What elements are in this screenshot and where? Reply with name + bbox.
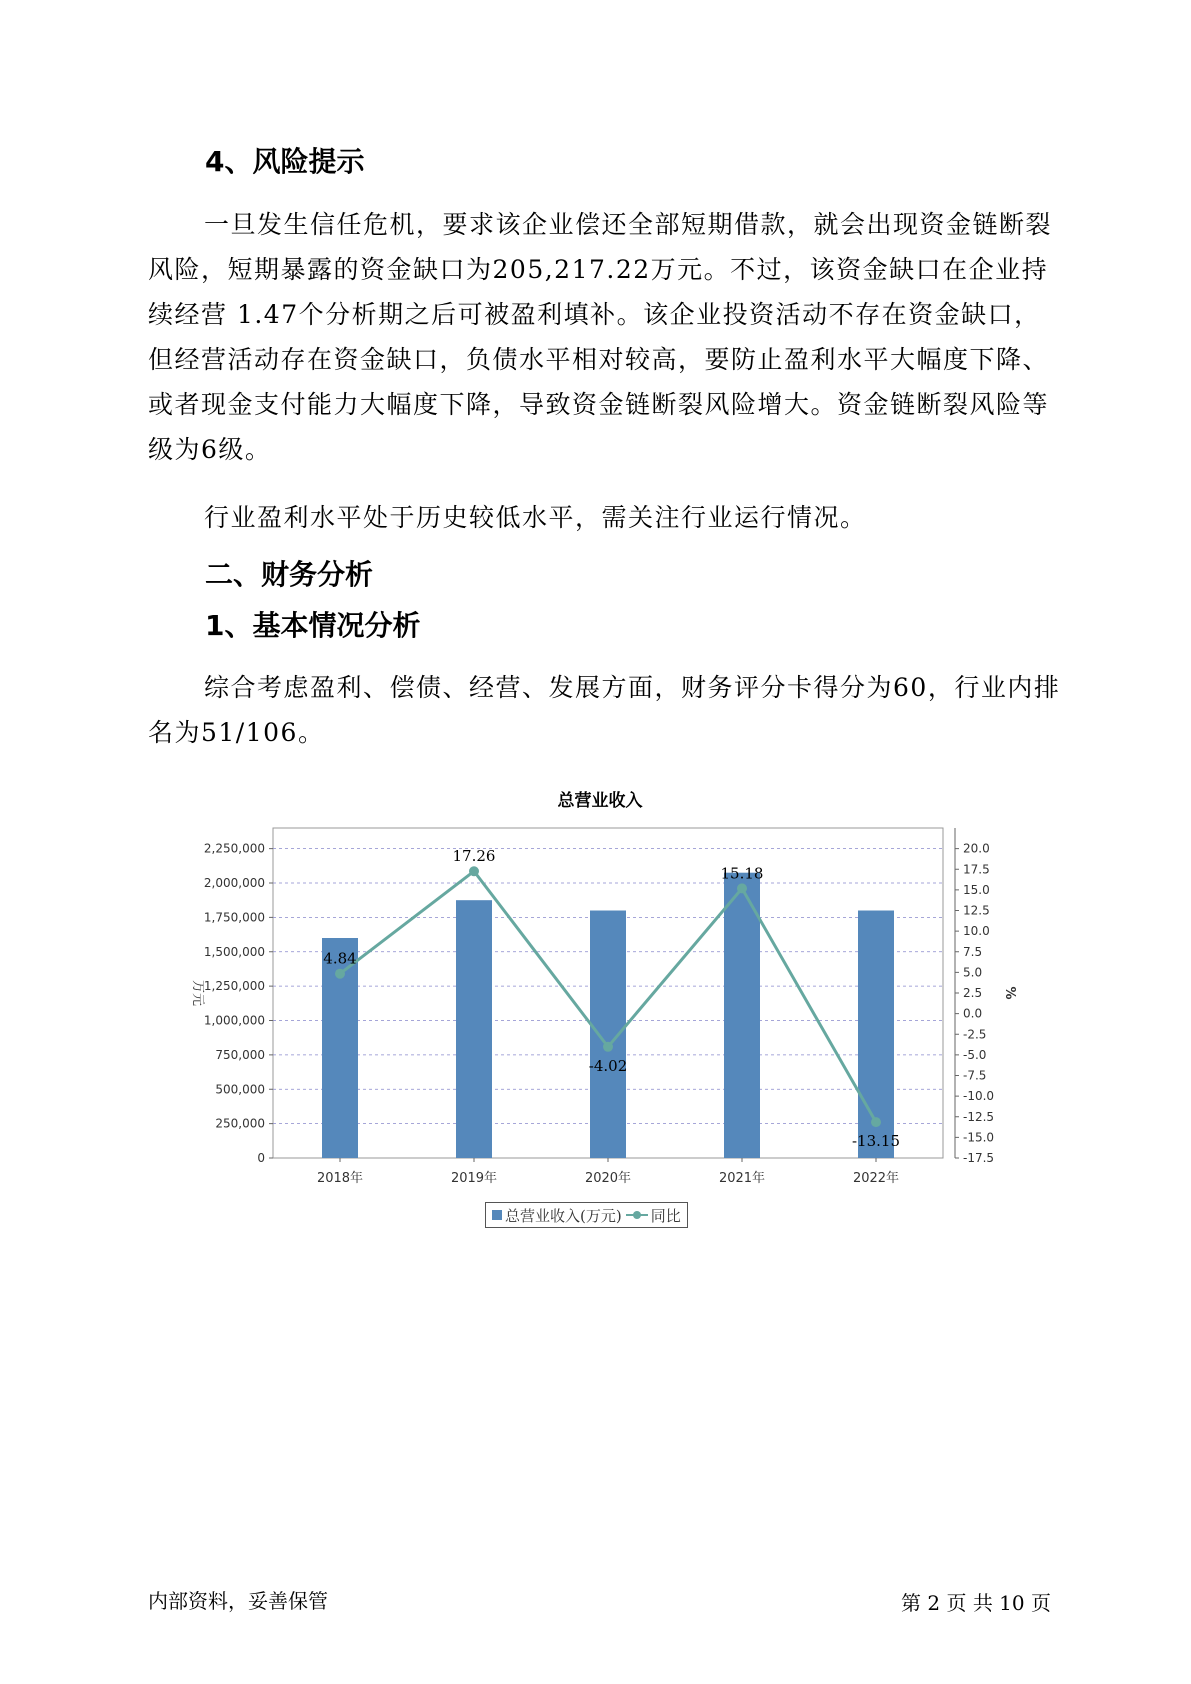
yoy-point [603,1042,613,1052]
x-tick-label: 2020年 [584,1171,632,1186]
x-tick-label: 2018年 [316,1171,364,1186]
basic-paragraph: 综合考虑盈利、偿债、经营、发展方面，财务评分卡得分为60，行业内排名为51/106。 [148,673,1061,747]
y-tick-label: 1,000,000 [203,1013,265,1028]
y-tick-label: 2,250,000 [203,841,265,856]
industry-paragraph: 行业盈利水平处于历史较低水平，需关注行业运行情况。 [204,503,867,532]
y2-tick-label: 20.0 [963,841,990,856]
y2-tick-label: 7.5 [963,944,983,959]
yoy-data-label: -4.02 [588,1056,628,1075]
basic-heading: 1、基本情况分析 [205,609,421,642]
y2-tick-label: 10.0 [963,924,990,939]
yoy-data-label: -13.15 [851,1132,901,1151]
y2-tick-label: 0.0 [963,1006,983,1021]
x-tick-label: 2021年 [718,1171,766,1186]
yoy-data-label: 4.84 [323,949,357,968]
y-tick-label: 0 [257,1151,265,1165]
y2-tick-label: 17.5 [963,862,990,877]
y2-tick-label: -7.5 [963,1068,987,1083]
revenue-bar [724,873,760,1158]
chart-legend [485,1202,688,1228]
revenue-chart [180,812,1040,1197]
y2-tick-label: 12.5 [963,903,990,918]
yoy-point [871,1117,881,1127]
y-tick-label: 2,000,000 [203,876,265,890]
y-tick-label: 1,750,000 [203,910,265,925]
y2-tick-label: -5.0 [963,1047,987,1062]
legend-line-swatch [626,1210,648,1220]
x-tick-label: 2022年 [852,1171,900,1186]
y2-tick-label: -15.0 [963,1130,995,1145]
finance-heading: 二、财务分析 [205,558,374,591]
y-tick-label: 750,000 [215,1047,265,1062]
footer-page-number: 第 2 页 共 10 页 [901,1591,1051,1615]
y2-axis-title: % [1002,986,1017,1000]
risk-paragraph: 一旦发生信任危机，要求该企业偿还全部短期借款，就会出现资金链断裂风险，短期暴露的资金缺口为205,217.22万元。不过，该资金缺口在企业持续经营 1.47个分析期之后可被盈利填补。该企业投资活动不存在资金缺口，但经营活动存在资金缺口，负债水平相对较高，要防止盈利水平大幅度下降、或者现金支付能力大幅度下降，导致资金链断裂风险增大。资金链断裂风险等级为6级。 [148,210,1053,464]
y2-tick-label: 15.0 [963,882,990,897]
y2-tick-label: -12.5 [963,1109,995,1124]
y2-tick-label: -2.5 [963,1027,987,1042]
y2-tick-label: -10.0 [963,1089,995,1104]
legend-bar-label: 总营业收入(万元) [505,1206,622,1225]
y-tick-label: 1,500,000 [203,944,265,959]
x-tick-label: 2019年 [450,1171,498,1186]
revenue-bar [456,900,492,1158]
y2-tick-label: -17.5 [963,1151,995,1165]
y-tick-label: 1,250,000 [203,979,265,994]
legend-line-label: 同比 [650,1206,681,1225]
yoy-point [737,883,747,893]
y-tick-label: 500,000 [215,1082,265,1097]
y2-tick-label: 5.0 [963,965,983,980]
risk-heading: 4、风险提示 [205,145,365,178]
y2-tick-label: 2.5 [963,986,983,1000]
yoy-data-label: 17.26 [452,847,496,866]
chart-title: 总营业收入 [557,791,643,811]
footer-confidential: 内部资料，妥善保管 [148,1589,328,1613]
legend-bar-swatch [492,1210,502,1220]
yoy-data-label: 15.18 [720,864,764,883]
revenue-bar [590,911,626,1159]
y-tick-label: 250,000 [215,1116,265,1131]
yoy-point [335,969,345,979]
y-axis-title: 万元 [190,979,205,1007]
yoy-point [469,866,479,876]
